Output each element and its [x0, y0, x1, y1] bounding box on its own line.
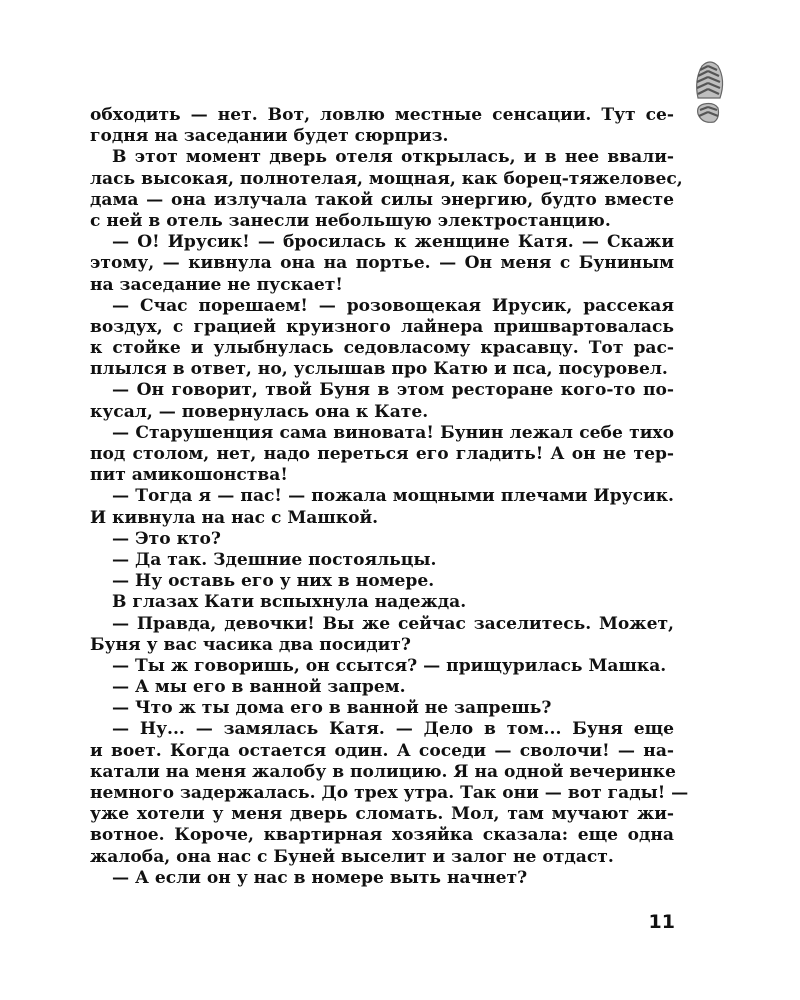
- text-line: — Ну оставь его у них в номере.: [112, 571, 435, 592]
- text-line: — Что ж ты дома его в ванной не запрешь?: [112, 698, 552, 719]
- text-line: жалоба, она нас с Буней выселит и залог не отдаст.: [90, 846, 614, 867]
- page-number: 11: [648, 911, 675, 933]
- text-line: катали на меня жалобу в полицию. Я на одной вечеринке: [90, 761, 676, 782]
- text-line: воздух, с грацией круизного лайнера пришвартовалась: [90, 316, 674, 337]
- text-line: кусал, — повернулась она к Кате.: [90, 401, 429, 422]
- text-line: лась высокая, полнотелая, мощная, как борец-тяжеловес,: [90, 168, 683, 189]
- text-line: — А мы его в ванной запрем.: [112, 677, 406, 698]
- text-line: В этот момент дверь отеля открылась, и в нее ввали-: [112, 147, 674, 168]
- text-line: — О! Ирусик! — бросилась к женщине Катя. — Скажи: [112, 232, 674, 253]
- text-line: — Он говорит, твой Буня в этом ресторане кого-то по-: [112, 380, 674, 401]
- text-line: — Ты ж говоришь, он ссытся? — прищурилась Машка.: [112, 655, 667, 676]
- text-line: вотное. Короче, квартирная хозяйка сказала: еще одна: [90, 825, 674, 846]
- text-line: годня на заседании будет сюрприз.: [90, 126, 449, 147]
- text-line: — Старушенция сама виновата! Бунин лежал себе тихо: [112, 422, 674, 443]
- text-line: дама — она излучала такой силы энергию, будто вместе: [90, 189, 674, 210]
- text-line: Буня у вас часика два посидит?: [90, 634, 411, 655]
- text-line: — Да так. Здешние постояльцы.: [112, 549, 437, 570]
- text-line: плылся в ответ, но, услышав про Катю и пса, посуровел.: [90, 359, 668, 380]
- text-line: — Правда, девочки! Вы же сейчас заселитесь. Может,: [112, 613, 674, 634]
- text-line: — Счас порешаем! — розовощекая Ирусик, рассекая: [112, 295, 674, 316]
- text-line: этому, — кивнула она на портье. — Он меня с Буниным: [90, 253, 674, 274]
- text-line: — А если он у нас в номере выть начнет?: [112, 867, 528, 888]
- text-line: — Ну... — замялась Катя. — Дело в том... Буня еще: [112, 719, 674, 740]
- text-line: немного задержалась. До трех утра. Так они — вот гады! —: [90, 783, 689, 803]
- body-text: [90, 105, 689, 889]
- text-line: и воет. Когда остается один. А соседи — сволочи! — на-: [90, 740, 674, 761]
- text-line: — Тогда я — пас! — пожала мощными плечами Ирусик.: [112, 486, 674, 507]
- footprint-icon: [688, 58, 728, 138]
- text-line: пит амикошонства!: [90, 465, 288, 486]
- text-line: И кивнула на нас с Машкой.: [90, 507, 379, 528]
- text-line: уже хотели у меня дверь сломать. Мол, там мучают жи-: [90, 804, 674, 825]
- text-line: — Это кто?: [112, 528, 221, 549]
- text-line: В глазах Кати вспыхнула надежда.: [112, 592, 467, 613]
- text-line: обходить — нет. Вот, ловлю местные сенсации. Тут се-: [90, 105, 674, 125]
- text-line: на заседание не пускает!: [90, 274, 343, 295]
- text-line: под столом, нет, надо переться его гладить! А он не тер-: [90, 444, 674, 464]
- text-line: к стойке и улыбнулась седовласому красавцу. Тот рас-: [90, 338, 674, 359]
- text-line: с ней в отель занесли небольшую электростанцию.: [90, 210, 611, 231]
